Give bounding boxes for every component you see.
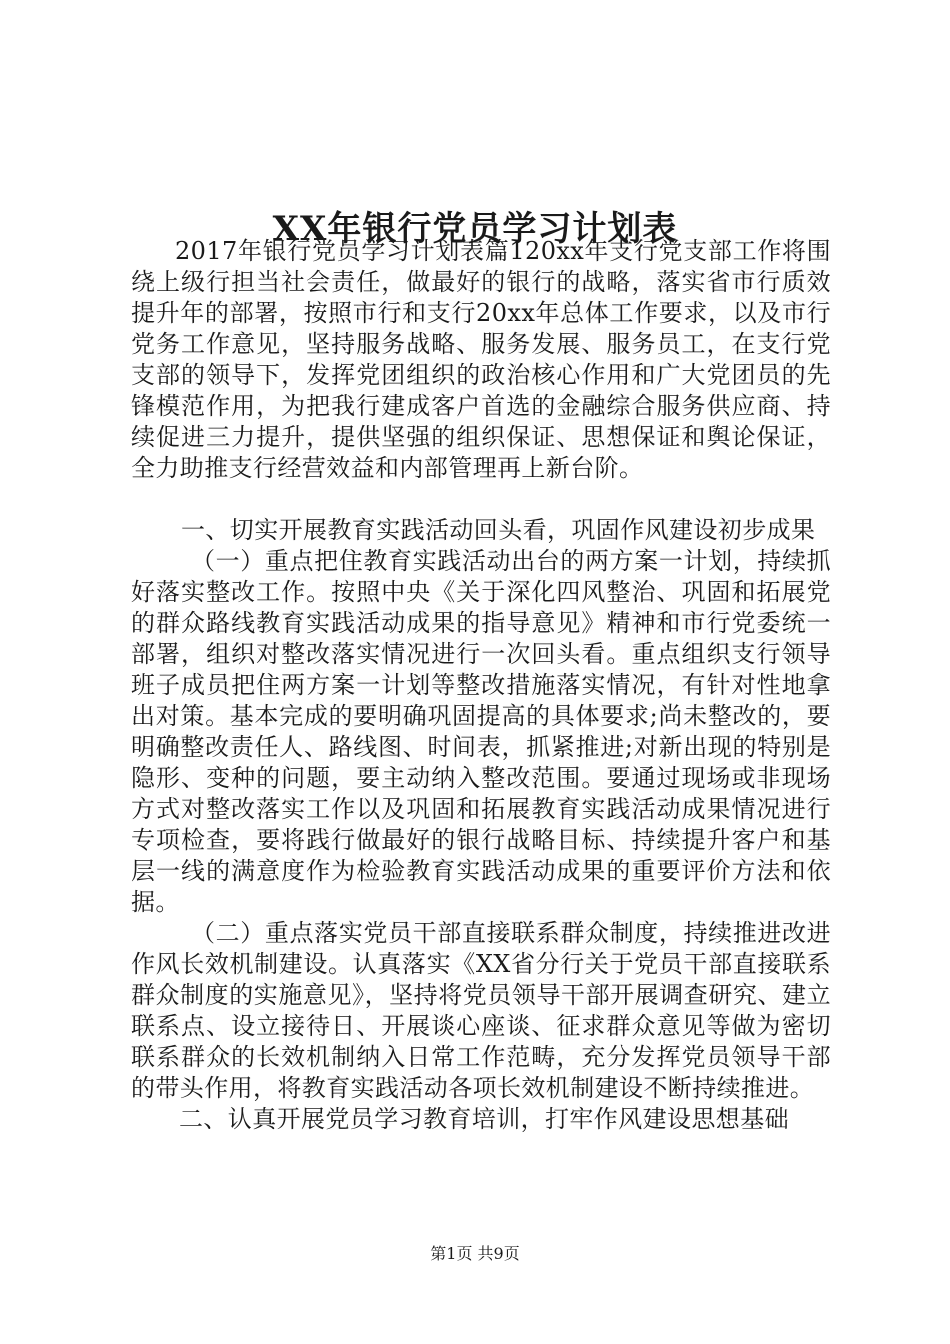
document-body [131,236,831,1135]
intro-paragraph: 2017年银行党员学习计划表篇120xx年支行党支部工作将围绕上级行担当社会责任，做最好的银行的战略，落实省市行质效提升年的部署，按照市行和支行20xx年总体工作要求，以及市行党务工作意见，坚持服务战略、服务发展、服务员工，在支行党支部的领导下，发挥党团组织的政治核心作用和广大党团员的先锋模范作用，为把我行建成客户首选的金融综合服务供应商、持续促进三力提升，提供坚强的组织保证、思想保证和舆论保证，全力助推支行经营效益和内部管理再上新台阶。 [131,237,831,482]
section-heading-2: 二、认真开展党员学习教育培训，打牢作风建设思想基础 [179,1105,789,1133]
document-title: XX年银行党员学习计划表 [272,208,678,249]
section-heading-1: 一、切实开展教育实践活动回头看，巩固作风建设初步成果 [181,516,816,544]
page-footer: 第1页 共9页 [430,1244,520,1263]
subsection-paragraph-2: （二）重点落实党员干部直接联系群众制度，持续推进改进作风长效机制建设。认真落实《XX省分行关于党员干部直接联系群众制度的实施意见》，坚持将党员领导干部开展调查研究、建立联系点、设立接待日、开展谈心座谈、征求群众意见等做为密切联系群众的长效机制纳入日常工作范畴，充分发挥党员领导干部的带头作用，将教育实践活动各项长效机制建设不断持续推进。 [131,919,831,1102]
subsection-paragraph-1: （一）重点把住教育实践活动出台的两方案一计划，持续抓好落实整改工作。按照中央《关于深化四风整治、巩固和拓展党的群众路线教育实践活动成果的指导意见》精神和市行党委统一部署，组织对整改落实情况进行一次回头看。重点组织支行领导班子成员把住两方案一计划等整改措施落实情况，有针对性地拿出对策。基本完成的要明确巩固提高的具体要求;尚未整改的，要明确整改责任人、路线图、时间表，抓紧推进;对新出现的特别是隐形、变种的问题，要主动纳入整改范围。要通过现场或非现场方式对整改落实工作以及巩固和拓展教育实践活动成果情况进行专项检查，要将践行做最好的银行战略目标、持续提升客户和基层一线的满意度作为检验教育实践活动成果的重要评价方法和依据。 [131,547,831,916]
